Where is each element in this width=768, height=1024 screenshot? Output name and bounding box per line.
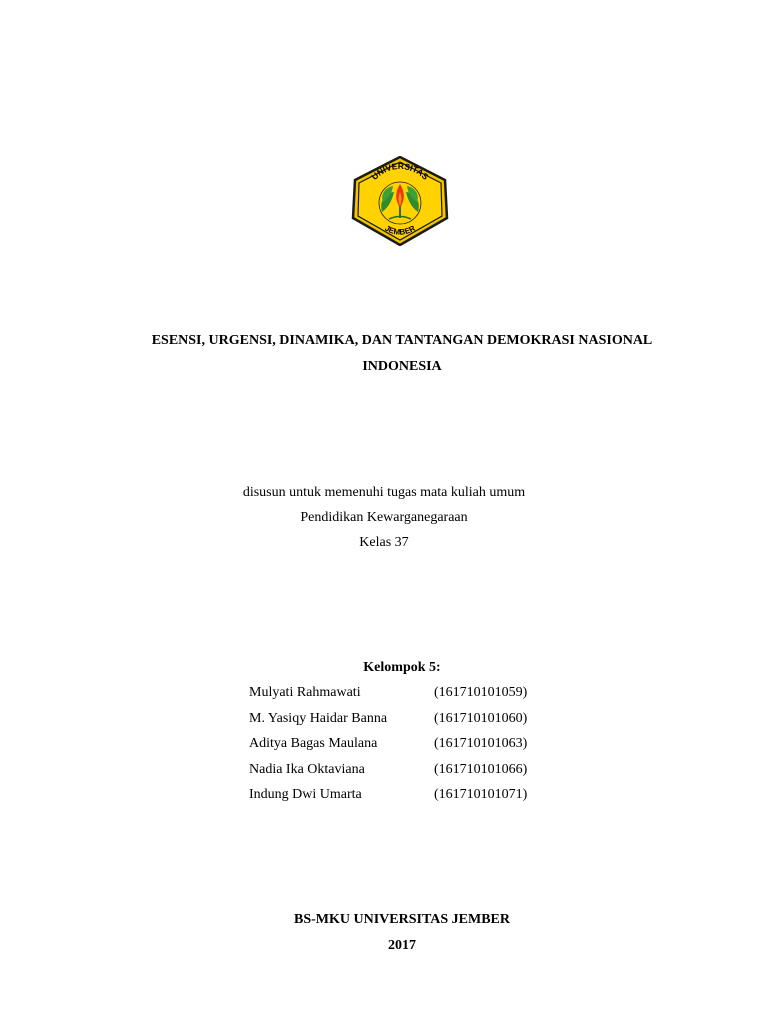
member-name: Mulyati Rahmawati (249, 685, 361, 700)
logo-ring-text-top: UNIVERSITAS (369, 160, 431, 182)
course-name: Pendidikan Kewarganegaraan (300, 510, 468, 525)
institution-name: BS-MKU UNIVERSITAS JEMBER (294, 912, 510, 927)
logo-ring-text-bottom: JEMBER (383, 223, 417, 237)
document-title-line-1: ESENSI, URGENSI, DINAMIKA, DAN TANTANGAN DEMOKRASI NASIONAL (151, 333, 653, 348)
member-nim: (161710101063) (434, 736, 528, 751)
member-row (249, 786, 569, 812)
member-nim: (161710101071) (434, 787, 528, 802)
member-list (249, 684, 569, 812)
class-label: Kelas 37 (359, 535, 409, 550)
member-row (249, 761, 569, 787)
group-heading: Kelompok 5: (363, 660, 441, 675)
member-name: M. Yasiqy Haidar Banna (249, 710, 388, 726)
member-name: Aditya Bagas Maulana (249, 736, 378, 751)
member-nim: (161710101060) (434, 710, 528, 726)
member-name: Nadia Ika Oktaviana (249, 761, 365, 777)
university-logo (349, 156, 451, 246)
document-year: 2017 (388, 938, 416, 953)
member-row (249, 710, 569, 736)
member-row (249, 684, 569, 710)
document-title-line-2: INDONESIA (362, 359, 442, 374)
member-nim: (161710101059) (434, 685, 528, 700)
purpose-line-1: disusun untuk memenuhi tugas mata kuliah umum (242, 485, 526, 500)
member-row (249, 735, 569, 761)
member-name: Indung Dwi Umarta (249, 787, 362, 802)
member-nim: (161710101066) (434, 761, 528, 777)
